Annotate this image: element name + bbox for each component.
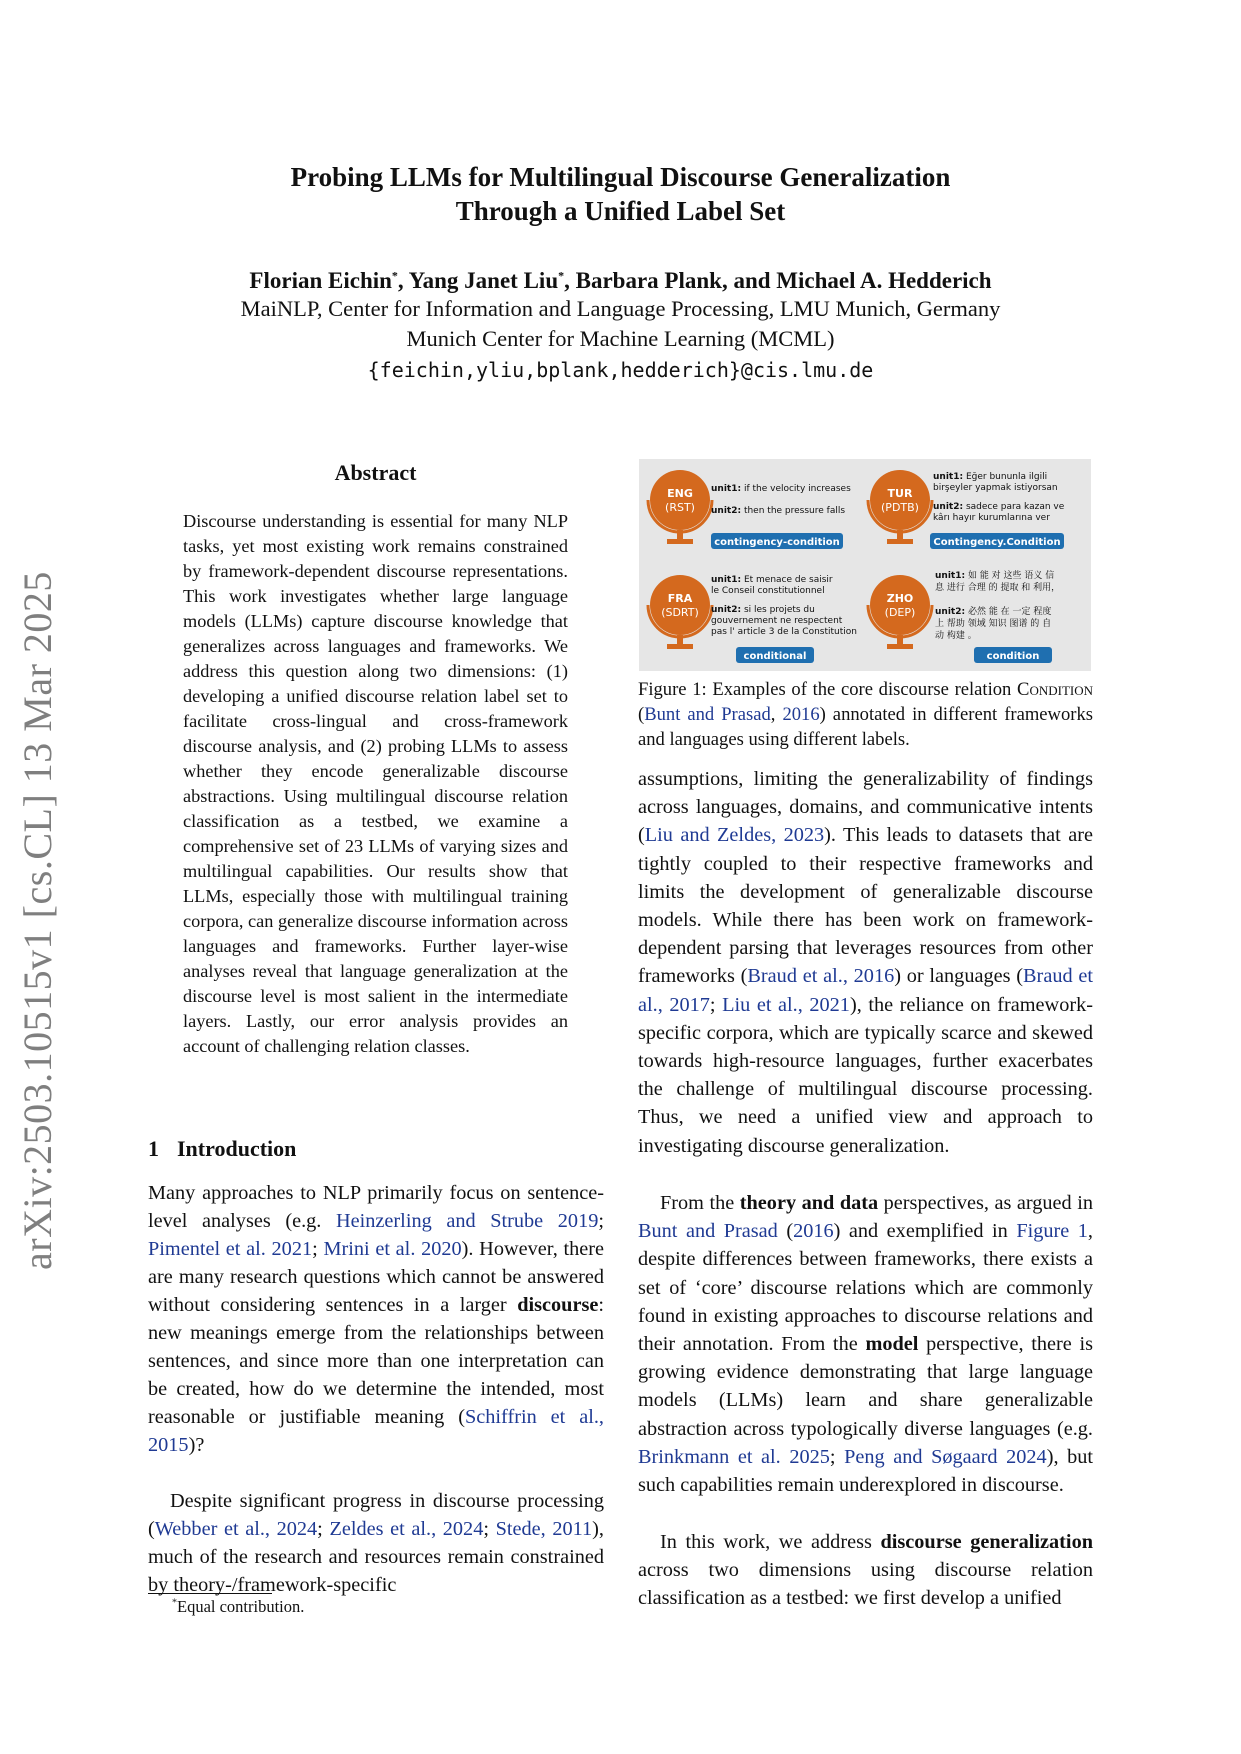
intro-paragraph-1 [148, 1179, 604, 1459]
unit2-line-3: 动 构建 。 [935, 631, 977, 641]
abstract-heading: Abstract [334, 460, 417, 485]
intro-paragraph-3 [638, 1189, 1093, 1499]
citation[interactable]: Brinkmann et al. 2025 [638, 1445, 830, 1468]
text: In this work, we address [660, 1531, 881, 1553]
paper-title [150, 160, 1091, 228]
text: ) and exemplified in [833, 1220, 1017, 1243]
text: ( [638, 704, 645, 725]
emphasis: model [865, 1333, 919, 1356]
author-list: Florian Eichin*, Yang Janet Liu*, Barbara Plank, and Michael A. Hedderich [249, 268, 992, 293]
text: across two dimensions using discourse relation classification as a testbed: we first develop a unified [638, 1559, 1093, 1610]
footnote-text: Equal contribution. [177, 1597, 305, 1616]
unit2-line-2: gouvernement ne respectent [711, 616, 843, 626]
text: ( [777, 1220, 794, 1243]
citation[interactable]: Peng and Søgaard 2024 [844, 1445, 1047, 1468]
citation[interactable]: Liu and Zeldes, 2023 [644, 824, 825, 847]
figure-1 [639, 459, 1091, 671]
text: , [770, 704, 783, 725]
unit2-line-3: pas l' article 3 de la Constitution [711, 627, 857, 637]
intro-paragraph-2 [148, 1487, 604, 1599]
unit1-line-2: birşeyler yapmak istiyorsan [933, 483, 1058, 493]
affiliation-2: Munich Center for Machine Learning (MCML) [406, 326, 835, 351]
emphasis: discourse [517, 1294, 599, 1316]
text: perspective, there is growing evidence demonstrating that large language models (LLMs) learn and share generalizable abstraction across typologically diverse languages (e.g. [638, 1333, 1094, 1440]
relation-label: conditional [743, 651, 807, 662]
text: perspectives, as argued in [878, 1192, 1093, 1214]
citation[interactable]: Schiffrin et al., 2015 [148, 1406, 604, 1456]
unit1-line-2: 息 进行 合理 的 提取 和 利用， [935, 583, 1061, 593]
citation[interactable]: Liu et al., 2021 [722, 993, 850, 1016]
lang-label: ZHO [886, 592, 914, 605]
panel-tur [868, 470, 1065, 549]
text: ), the reliance on framework-specific corpora, which are typically scarce and skewed towards high-resource languages, further exacerbates the challenge of multilingual discourse processing. Thus, we need a unified view and approach to investigating discourse generalization. [638, 993, 1093, 1157]
text: ; [598, 1210, 604, 1232]
unit2-line: unit2: 必然 能 在 一定 程度 [935, 607, 1052, 617]
unit1-line: unit1: Et menace de saisir [711, 575, 833, 585]
text: ). This leads to datasets that are tightly coupled to their respective frameworks and limits the development of generalizable discourse models. While there has been work on framework-dependent parsing that leverages resources from other frameworks ( [638, 824, 1093, 988]
citation[interactable]: Stede, 2011 [495, 1518, 593, 1540]
text: : new meanings emerge from the relationships between sentences, and since more than one interpretation can be created, how do we determine the intended, most reasonable or justifiable meaning ( [148, 1294, 604, 1428]
citation[interactable]: Bunt and Prasad [644, 704, 771, 725]
title-line-1: Probing LLMs for Multilingual Discourse Generalization [290, 162, 951, 192]
lang-label: FRA [667, 592, 693, 605]
citation[interactable]: Mrini et al. 2020 [323, 1238, 462, 1260]
citation[interactable]: 2016 [782, 704, 820, 725]
text: ; [317, 1518, 330, 1540]
text: From the [660, 1192, 740, 1214]
framework-label: (PDTB) [881, 501, 919, 514]
framework-label: (RST) [665, 501, 695, 514]
citation[interactable]: Bunt and Prasad [638, 1220, 778, 1243]
email-address[interactable]: {feichin,yliu,bplank,hedderich}@cis.lmu.de [367, 358, 874, 382]
unit2-line-2: kârı hayır kurumlarına ver [933, 513, 1050, 523]
relation-label: contingency-condition [714, 537, 840, 548]
section-title: Introduction [177, 1136, 297, 1161]
text: ; [312, 1238, 324, 1260]
emphasis: discourse generalization [880, 1531, 1093, 1553]
text: , despite differences between frameworks, there exists a set of ‘core’ discourse relations which are commonly found in existing approaches to discourse relations and their annotation. From the [638, 1220, 1093, 1356]
author-rest: , Barbara Plank, and Michael A. Hedderich [564, 268, 992, 293]
relation-label: condition [986, 651, 1040, 662]
text: ). However, there are many research questions which cannot be answered without considering sentences in a larger [148, 1238, 604, 1316]
citation[interactable]: Braud et al., 2017 [638, 965, 1093, 1016]
text: ), but such capabilities remain underexplored in discourse. [638, 1445, 1094, 1497]
relation-name: Condition [1017, 679, 1093, 700]
intro-paragraph-2-cont [638, 765, 1093, 1160]
unit1-line: unit1: if the velocity increases [711, 484, 851, 494]
footnote-rule [148, 1593, 272, 1594]
figure-caption [638, 677, 1093, 752]
framework-label: (SDRT) [661, 606, 699, 619]
equal-contrib-mark: * [558, 268, 565, 283]
text: )? [188, 1434, 205, 1456]
section-heading-introduction [148, 1136, 296, 1162]
citation[interactable]: Braud et al., 2016 [747, 965, 895, 988]
text: ; [483, 1518, 496, 1540]
text: ; [709, 993, 723, 1016]
figure-reference[interactable]: Figure 1 [1016, 1220, 1088, 1243]
lang-label: ENG [667, 487, 693, 500]
unit1-line: unit1: Eğer bununla ilgili [933, 472, 1048, 482]
lang-label: TUR [887, 487, 913, 500]
arxiv-stamp: arXiv:2503.10515v1 [cs.CL] 13 Mar 2025 [15, 571, 60, 1270]
footnote-mark: * [172, 1597, 177, 1609]
intro-paragraph-4 [638, 1528, 1093, 1613]
citation[interactable]: 2016 [793, 1220, 834, 1243]
unit1-line-2: le Conseil constitutionnel [711, 586, 825, 596]
text: ), much of the research and resources remain constrained by theory-/framework-specific [148, 1518, 604, 1596]
author-2: Yang Janet Liu [408, 268, 559, 293]
text: Many approaches to NLP primarily focus on sentence-level analyses (e.g. [148, 1182, 604, 1232]
citation[interactable]: Pimentel et al. 2021 [148, 1238, 313, 1260]
footnote [172, 1597, 304, 1617]
unit1-line: unit1: 如 能 对 这些 语义 信 [935, 571, 1055, 581]
text: Despite significant progress in discourse processing ( [148, 1490, 604, 1540]
text: ; [829, 1445, 845, 1468]
affiliation-1: MaiNLP, Center for Information and Language Processing, LMU Munich, Germany [240, 296, 1001, 321]
unit2-line: unit2: si les projets du [711, 605, 815, 615]
text: assumptions, limiting the generalizability of findings across languages, domains, and communicative intents ( [638, 768, 1093, 847]
unit2-line: unit2: sadece para kazan ve [933, 502, 1065, 512]
text: Figure 1: Examples of the core discourse relation [638, 679, 1018, 700]
citation[interactable]: Zeldes et al., 2024 [329, 1518, 484, 1540]
unit2-line-2: 上 帮助 领域 知识 图谱 的 自 [935, 619, 1052, 629]
emphasis: theory and data [739, 1192, 879, 1214]
citation[interactable]: Heinzerling and Strube 2019 [336, 1210, 599, 1232]
abstract-text: Discourse understanding is essential for many NLP tasks, yet most existing work remains constrained by framework-dependent discourse representations. This work investigates whether large language models (LLMs) capture discourse knowledge that generalizes across languages and frameworks. We address this question along two dimensions: (1) developing a unified discourse relation label set to facilitate cross-lingual and cross-framework discourse analysis, and (2) probing LLMs to assess whether they encode generalizable discourse abstractions. Using multilingual discourse relation classification as a testbed, we examine a comprehensive set of 23 LLMs of varying sizes and multilingual capabilities. Our results show that LLMs, especially those with multilingual training corpora, can generalize discourse information across languages and frameworks. Further layer-wise analyses reveal that language generalization at the discourse level is most salient in the intermediate layers. Lastly, our error analysis provides an account of challenging relation classes. [183, 511, 568, 1056]
citation[interactable]: Webber et al., 2024 [154, 1518, 318, 1540]
equal-contrib-mark: * [391, 268, 398, 283]
relation-label: Contingency.Condition [933, 537, 1061, 548]
text: ) annotated in different frameworks and languages using different labels. [638, 704, 1094, 750]
title-line-2: Through a Unified Label Set [455, 196, 786, 226]
unit2-line: unit2: then the pressure falls [711, 506, 846, 516]
section-number: 1 [148, 1136, 159, 1161]
framework-label: (DEP) [884, 606, 916, 619]
text: ) or languages ( [894, 965, 1024, 988]
author-1: Florian Eichin [249, 268, 392, 293]
